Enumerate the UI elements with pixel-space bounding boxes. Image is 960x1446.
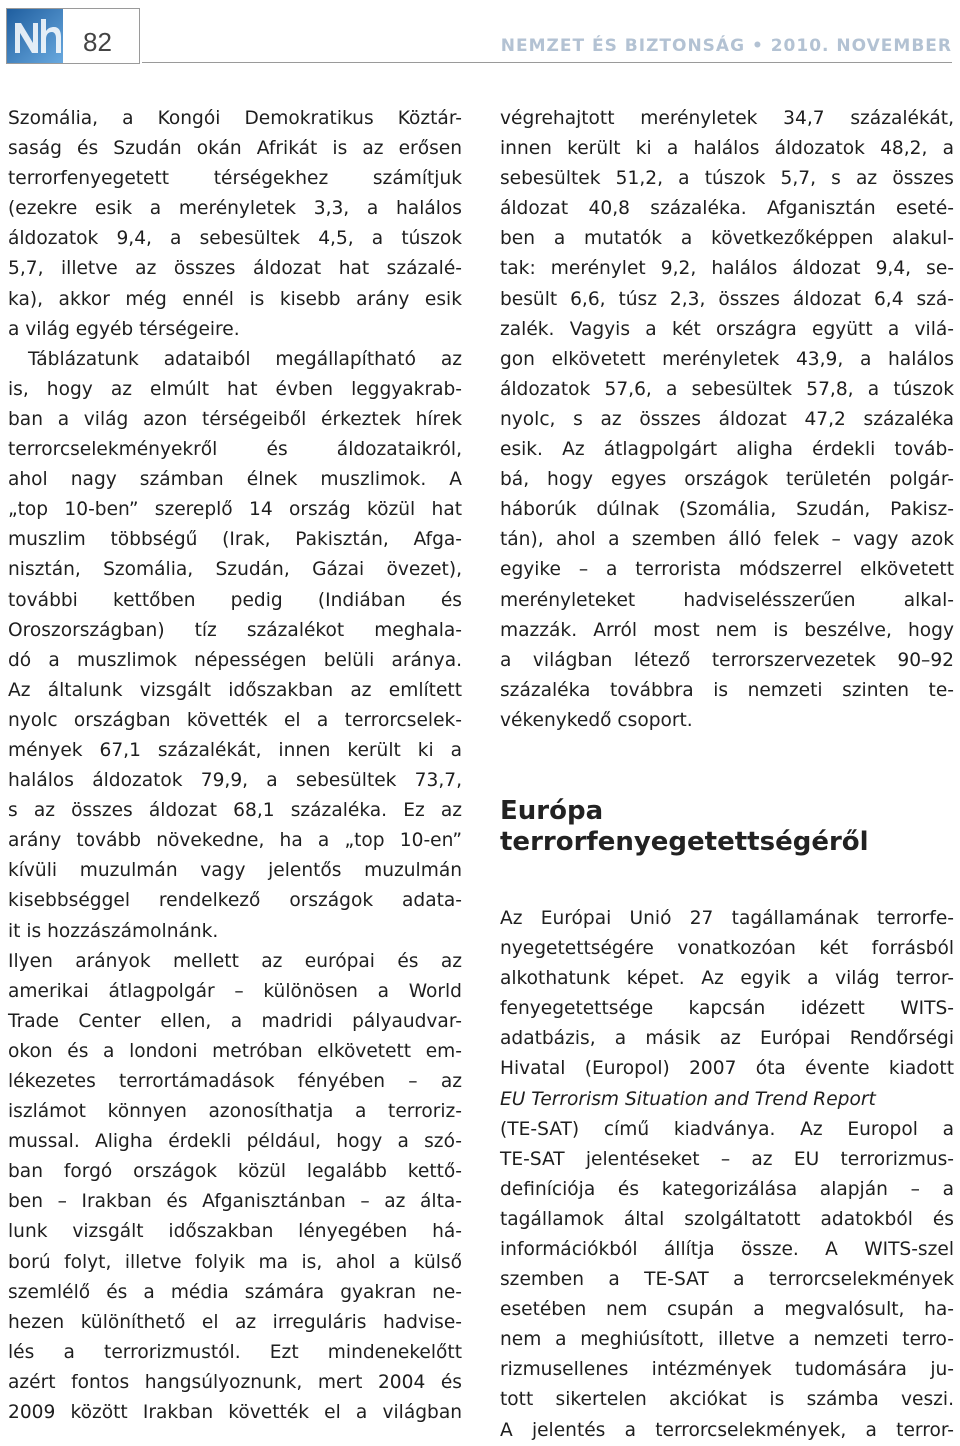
text-line: fenyegetettsége kapcsán idézett WITS-: [500, 998, 954, 1020]
text-line: (ezekre esik a merényletek 3,3, a halálos: [8, 198, 462, 220]
header-rule: [142, 62, 952, 63]
text-line: innen került ki a halálos áldozatok 48,2, a: [500, 138, 954, 160]
text-line: vékenykedő csoport.: [500, 709, 693, 731]
text-line: it is hozzászámolnánk.: [8, 920, 219, 942]
text-line: A jelentés a terrorcselekmények, a terror-: [500, 1419, 954, 1441]
left-paragraph-3: [8, 947, 462, 1429]
text-line: Szomália, a Kongói Demokratikus Köztár-: [8, 108, 462, 129]
text-line: Hivatal (Europol) 2007 óta évente kiadott: [500, 1058, 954, 1080]
journal-logo-box: [6, 8, 140, 64]
text-line: nyolc, s az összes áldozat 47,2 százaléka: [500, 408, 954, 430]
text-line: végrehajtott merényletek 34,7 százalékát,: [500, 108, 954, 129]
text-line: áldozatok 57,6, a sebesültek 57,8, a túszok: [500, 378, 954, 400]
text-line: is, hogy az elmúlt hat évben leggyakrab-: [8, 378, 462, 400]
text-line: tán), ahol a szemben álló felek – vagy azok: [500, 529, 954, 551]
page-header: [0, 0, 960, 80]
text-line: ahol nagy számban élnek muszlimok. A: [8, 469, 462, 491]
text-line: Az Európai Unió 27 tagállamának terrorfe-: [500, 907, 954, 929]
text-line: 5,7, illetve az összes áldozat hat százalé-: [8, 258, 462, 280]
text-line: egyike – a terrorista módszerrel elkövetett: [500, 559, 954, 581]
text-line: Táblázatunk adataiból megállapítható az: [28, 348, 462, 370]
text-line: alkothatunk képet. Az egyik a világ terror-: [500, 968, 954, 990]
text-line: áldozatok 9,4, a sebesültek 4,5, a túszok: [8, 228, 462, 250]
text-line: adatbázis, a másik az Európai Rendőrségi: [500, 1028, 954, 1050]
text-line: mazzák. Arról most nem is beszélve, hogy: [500, 619, 954, 641]
text-line: további kettőben pedig (Indiában és: [8, 589, 462, 611]
text-line: terrorfenyegetett térségekhez számítjuk: [8, 168, 462, 190]
text-line: a világban létező terrorszervezetek 90–92: [500, 649, 954, 671]
text-line: esik. Az átlagpolgárt aligha érdekli továb-: [500, 439, 954, 461]
text-line: szemlélő és a média számára gyakran ne-: [8, 1281, 462, 1303]
text-line: ben a mutatók a következőképpen alakul-: [500, 228, 954, 250]
text-line: tagállamok által szolgáltatott adatokból és: [500, 1208, 954, 1230]
text-line: esetében nem csupán a megvalósult, ha-: [500, 1299, 954, 1321]
text-line: nisztán, Szomália, Szudán, Gázai övezet),: [8, 559, 462, 581]
right-column: [500, 104, 954, 1446]
text-line: áldozat 40,8 százaléka. Afganisztán eseté-: [500, 198, 954, 220]
text-line: Ilyen arányok mellett az európai és az: [8, 950, 462, 972]
left-column: [8, 104, 462, 1428]
text-line: s az összes áldozat 68,1 százaléka. Ez az: [8, 800, 462, 822]
text-line: zalék. Vagyis a két országra együtt a vilá-: [500, 318, 954, 340]
text-line: sebesültek 51,2, a túszok 5,7, s az összes: [500, 168, 954, 190]
text-line: mussal. Aligha érdekli például, hogy a szó-: [8, 1131, 462, 1153]
text-line: „top 10-ben” szereplő 14 ország közül hat: [8, 499, 462, 521]
text-line: terrorcselekményekről és áldozataikról,: [8, 439, 462, 461]
text-line: definíciója és kategorizálása alapján – a: [500, 1178, 954, 1200]
text-line: Az általunk vizsgált időszakban az említett: [8, 679, 462, 701]
text-line: nyolc országban követték el a terrorcselek-: [8, 709, 462, 731]
text-line: szemben a TE-SAT a terrorcselekmények: [500, 1269, 954, 1291]
text-line: nem a meghiúsított, illetve a nemzeti terro-: [500, 1329, 954, 1351]
text-line: TE-SAT jelentéseket – az EU terrorizmus-: [500, 1148, 954, 1170]
text-line: háborúk dúlnak (Szomália, Szudán, Pakisz-: [500, 499, 954, 521]
journal-logo-icon: [7, 9, 63, 63]
right-paragraph-1: [500, 104, 954, 736]
section-heading-line-1: Európa: [500, 795, 604, 826]
running-head: NEMZET ÉS BIZTONSÁG • 2010. NOVEMBER: [500, 36, 952, 56]
text-line: besült 6,6, túsz 2,3, összes áldozat 6,4 szá-: [500, 288, 954, 310]
section-spacer: [500, 858, 954, 904]
text-line: a világ egyéb térségeire.: [8, 318, 240, 340]
text-line: okon és a londoni metróban elkövetett em-: [8, 1040, 462, 1062]
left-paragraph-2: [8, 345, 462, 375]
text-line: rizmusellenes intézmények tudomására ju-: [500, 1359, 954, 1381]
page-number: 82: [83, 27, 112, 57]
text-line: muszlim többségű (Irak, Pakisztán, Afga-: [8, 529, 462, 551]
text-line: lés a terrorizmustól. Ezt mindenekelőtt: [8, 1341, 462, 1363]
text-line: ban forgó országok közül legalább kettő-: [8, 1161, 462, 1183]
text-line: iszlámot könnyen azonosíthatja a terroriz-: [8, 1101, 462, 1123]
text-line: nyegetettségére vonatkozóan két forrásból: [500, 938, 954, 960]
text-line: dó a muszlimok népességen belüli aránya.: [8, 649, 462, 671]
text-line: halálos áldozatok 79,9, a sebesültek 73,7,: [8, 770, 462, 792]
text-line: saság és Szudán okán Afrikát is az erősen: [8, 138, 462, 160]
text-line: gon elkövetett merényletek 43,9, a halálos: [500, 348, 954, 370]
text-line: arány tovább növekedne, ha a „top 10-en”: [8, 830, 462, 852]
text-line: kisebbséggel rendelkező országok adata-: [8, 890, 462, 912]
text-line: merényleteket hadviselésszerűen alkal-: [500, 589, 954, 611]
text-line: 2009 között Irakban követték el a világban: [8, 1402, 462, 1424]
text-line: ború folyt, illetve folyik ma is, ahol a külső: [8, 1251, 462, 1273]
section-spacer: [500, 736, 954, 796]
text-line: lékezetes terrortámadások fényében – az: [8, 1071, 462, 1092]
text-line: kívüli muzulmán vagy jelentős muzulmán: [8, 860, 462, 882]
left-paragraph-2-body: [8, 375, 462, 947]
text-line: Oroszországban) tíz százalékot meghala-: [8, 619, 462, 641]
italic-title: EU Terrorism Situation and Trend Report: [500, 1088, 876, 1110]
text-line: ban a világ azon térségeiből érkeztek hírek: [8, 408, 462, 430]
left-paragraph-1: [8, 104, 462, 345]
text-line: amerikai átlagpolgár – különösen a World: [8, 980, 462, 1002]
text-line: mények 67,1 százalékát, innen került ki a: [8, 739, 462, 761]
right-paragraph-2: [500, 904, 954, 1446]
text-line: ben – Irakban és Afganisztánban – az álta-: [8, 1191, 462, 1213]
text-line: bá, hogy egyes országok területén polgár-: [500, 469, 954, 491]
section-heading-line-2: terrorfenyegetettségéről: [500, 826, 869, 857]
text-line: hezen különíthető el az irreguláris hadvise-: [8, 1311, 462, 1333]
section-heading: [500, 796, 954, 858]
text-line: lunk vizsgált időszakban lényegében há-: [8, 1221, 462, 1243]
text-line: azért fontos hangsúlyoznunk, mert 2004 és: [8, 1371, 462, 1393]
text-line: információkból állítja össze. A WITS-szel: [500, 1239, 954, 1260]
text-line: tott sikertelen akciókat is számba veszi.: [500, 1389, 954, 1411]
text-line: (TE-SAT) című kiadványa. Az Europol a: [500, 1118, 954, 1140]
text-line: százaléka továbbra is nemzeti szinten te-: [500, 679, 954, 701]
text-line: Trade Center ellen, a madridi pályaudvar-: [8, 1010, 462, 1032]
text-line: tak: merénylet 9,2, halálos áldozat 9,4, se-: [500, 258, 954, 280]
text-line: ka), akkor még ennél is kisebb arány esik: [8, 288, 462, 310]
